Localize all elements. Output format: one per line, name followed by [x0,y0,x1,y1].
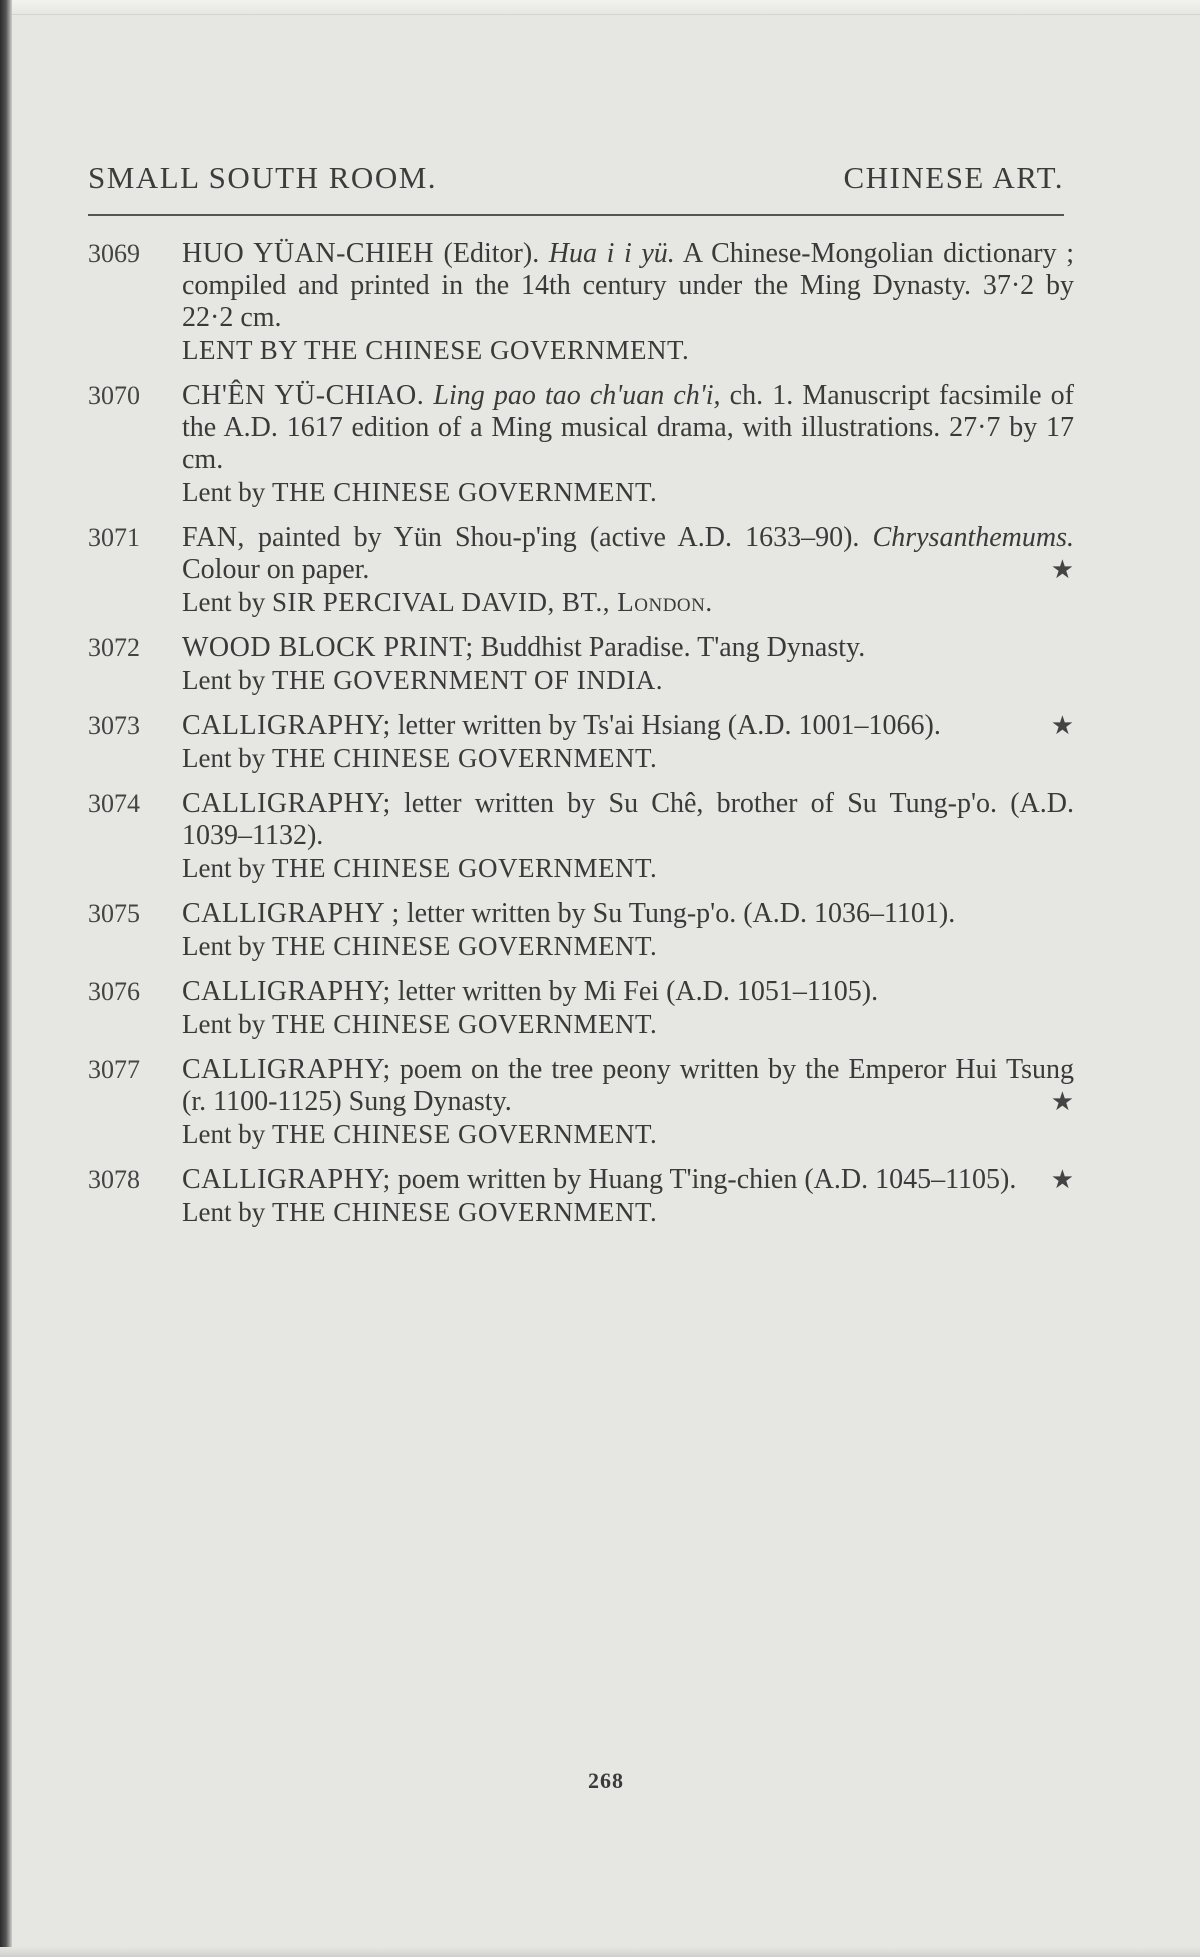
entry-lent-prefix: Lent by [182,1119,272,1149]
entry-title: FAN, [182,522,245,553]
catalogue-entry-3070 [88,380,1074,508]
entry-lent-prefix: Lent by [182,587,272,617]
entry-number: 3076 [88,977,140,1006]
entry-number: 3074 [88,789,140,818]
catalogue-entry-3075 [88,898,1074,962]
entry-description [182,710,1074,742]
entry-text: Colour on paper. [182,554,370,585]
entry-lender [182,1196,1074,1228]
catalogue-entries [88,238,1074,1242]
entry-title: HUO YÜAN-CHIEH [182,238,434,269]
entry-description [182,976,1074,1008]
entry-lent-prefix: Lent by [182,1197,272,1227]
entry-lender-name: THE GOVERNMENT OF INDIA. [271,665,663,695]
entry-lent-prefix: Lent by [182,931,272,961]
entry-title-rest: poem on the tree peony written by the Emperor Hui Tsung (r. 1100-1125) Sung Dynasty. [182,1054,1074,1117]
catalogue-entry-3073 [88,710,1074,774]
header-rule [88,214,1064,216]
entry-number: 3078 [88,1165,140,1194]
entry-lender-name: THE CHINESE GOVERNMENT. [271,931,658,961]
entry-number: 3070 [88,381,140,410]
star-icon: ★ [1050,1165,1074,1194]
entry-title-rest: letter written by Ts'ai Hsiang (A.D. 1001–1066). [390,710,941,741]
entry-number: 3073 [88,711,140,740]
entry-lender [182,930,1074,962]
entry-description [182,788,1074,852]
entry-number: 3072 [88,633,140,662]
catalogue-entry-3074 [88,788,1074,884]
entry-title-rest: letter written by Su Tung-p'o. (A.D. 1036–1101). [399,898,956,929]
entry-lent-prefix: Lent by [182,477,272,507]
entry-lender [182,1118,1074,1150]
entry-description [182,238,1074,334]
entry-lender-name: THE CHINESE GOVERNMENT. [271,743,658,773]
entry-number: 3077 [88,1055,140,1084]
entry-lender-name: THE CHINESE GOVERNMENT. [271,853,658,883]
running-head-right: CHINESE ART. [843,160,1064,195]
entry-title: CALLIGRAPHY; [182,1054,391,1085]
entry-lender-name: THE CHINESE GOVERNMENT. [271,1119,658,1149]
catalogue-entry-3076 [88,976,1074,1040]
entry-lender [182,664,1074,696]
entry-number: 3075 [88,899,140,928]
book-spine-shadow [0,0,12,1957]
entry-description [182,632,1074,664]
entry-lent-prefix: Lent by [182,1009,272,1039]
entry-title-rest: letter written by Su Chê, brother of Su Tung-p'o. (A.D. 1039–1132). [182,788,1074,851]
entry-description [182,522,1074,586]
entry-title: CALLIGRAPHY ; [182,898,400,929]
running-head-left: SMALL SOUTH ROOM. [88,160,438,195]
page-number: 268 [588,1768,624,1793]
entry-lent-prefix: Lent by [182,743,272,773]
entry-lender-name: THE CHINESE GOVERNMENT. [271,477,658,507]
page-bottom-edge [0,1947,1200,1957]
star-icon: ★ [1050,711,1074,740]
entry-title: CALLIGRAPHY; [182,1164,391,1195]
entry-text: A Chinese-Mongolian dictionary ; compiled and printed in the 14th century under the Ming Dynasty. 37·2 by 22·2 cm. [182,238,1074,333]
entry-description [182,898,1074,930]
catalogue-page [12,0,1200,1957]
entry-lender [182,586,1074,618]
entry-lent-prefix: Lent by [182,853,272,883]
entry-description [182,1054,1074,1118]
catalogue-entry-3078 [88,1164,1074,1228]
entry-title-rest: poem written by Huang T'ing-chien (A.D. 1045–1105). [390,1164,1017,1195]
entry-description [182,380,1074,476]
entry-title: CALLIGRAPHY; [182,976,391,1007]
entry-italic-title: Ling pao tao ch'uan ch'i, [433,380,721,411]
entry-italic-title: Hua i i yü. [548,238,675,269]
entry-title: CALLIGRAPHY; [182,788,391,819]
entry-lender-name: THE CHINESE GOVERNMENT. [271,1197,658,1227]
entry-text: ch. 1. Manuscript facsimile of the A.D. 1617 edition of a Ming musical drama, with illustrations. 27·7 by 17 cm. [182,380,1075,475]
entry-description [182,1164,1074,1196]
entry-lender [182,476,1074,508]
entry-lender [182,852,1074,884]
entry-title-rest: Buddhist Paradise. T'ang Dynasty. [473,632,866,663]
entry-title: WOOD BLOCK PRINT; [182,632,474,663]
running-head [88,160,1064,196]
entry-title-rest [424,380,433,411]
catalogue-entry-3071 [88,522,1074,618]
entry-title-rest: letter written by Mi Fei (A.D. 1051–1105). [390,976,879,1007]
entry-number: 3071 [88,523,140,552]
catalogue-entry-3069 [88,238,1074,366]
star-icon: ★ [1050,1087,1074,1116]
entry-lender [182,742,1074,774]
entry-lender-name: LENT BY THE CHINESE GOVERNMENT. [182,335,690,365]
entry-lender [182,334,1074,366]
entry-number: 3069 [88,239,140,268]
entry-lender [182,1008,1074,1040]
catalogue-entry-3072 [88,632,1074,696]
entry-lent-prefix: Lent by [182,665,272,695]
entry-lender-name: SIR PERCIVAL DAVID, BT., London. [271,587,713,617]
entry-title-rest: (Editor). [433,238,549,269]
catalogue-entry-3077 [88,1054,1074,1150]
entry-title: CALLIGRAPHY; [182,710,391,741]
entry-title-rest: painted by Yün Shou-p'ing (active A.D. 1633–90). [244,522,873,553]
star-icon: ★ [1050,555,1074,584]
entry-title: CH'ÊN YÜ-CHIAO. [182,380,425,411]
entry-italic-title: Chrysanthemums. [872,522,1074,553]
entry-lender-name: THE CHINESE GOVERNMENT. [271,1009,658,1039]
